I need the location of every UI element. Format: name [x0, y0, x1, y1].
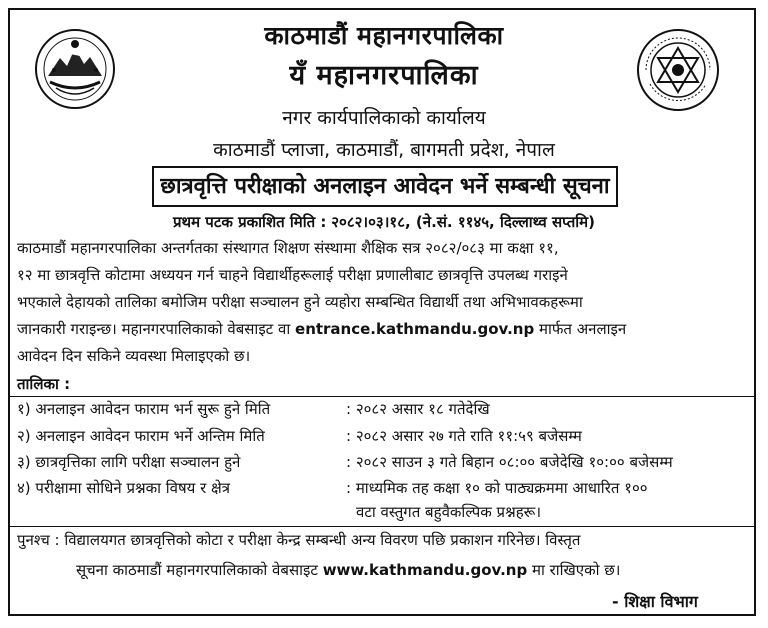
entrance-website-link[interactable]: entrance.kathmandu.gov.np [295, 320, 535, 338]
postscript-line-2-post: मा राखिएको छ। [527, 561, 621, 579]
para-line-4-pre: जानकारी गराइन्छ। महानगरपालिकाको वेबसाइट वा [17, 320, 296, 338]
schedule-row-4-label: ४) परीक्षामा सोधिने प्रश्नका विषय र क्षेत्र [17, 479, 231, 497]
kathmandu-website-link[interactable]: www.kathmandu.gov.np [322, 561, 528, 579]
para-line-1: काठमाडौं महानगरपालिका अन्तर्गतका संस्थागत शिक्षण संस्थामा शैक्षिक सत्र २०८२/०८३ मा कक्षा ११, [17, 239, 559, 257]
org-name: काठमाडौं महानगरपालिका [264, 21, 504, 50]
para-line-4-post: मार्फत अनलाइन [534, 320, 627, 338]
schedule-row-1-value: : २०८२ असार १८ गतेदेखि [346, 400, 490, 418]
postscript-line-1: पुनश्च : विद्यालयगत छात्रवृत्तिको कोटा र परीक्षा केन्द्र सम्बन्धी अन्य विवरण पछि प्रकाशन गरिनेछ। विस्तृत [17, 531, 581, 549]
signature-department: - शिक्षा विभाग [612, 592, 698, 611]
published-label: प्रथम पटक प्रकाशित मिति : [172, 213, 327, 231]
postscript-line-2-pre: सूचना काठमाडौं महानगरपालिकाको वेबसाइट [76, 561, 323, 579]
table-top-rule [10, 396, 754, 397]
para-line-2: १२ मा छात्रवृत्ति कोटामा अध्ययन गर्न चाहने विद्यार्थीहरूलाई परीक्षा प्रणालीबाट छात्रवृत्ति उपलब्ध गराइने [17, 266, 568, 284]
para-line-5: आवेदन दिन सकिने व्यवस्था मिलाइएको छ। [17, 347, 251, 365]
schedule-row-3-value: : २०८२ साउन ३ गते बिहान ०८:०० बजेदेखि १०:०० बजेसम्म [346, 453, 673, 471]
table-bottom-rule [10, 526, 754, 527]
para-line-4 [17, 319, 626, 339]
para-line-3: भएकाले देहायको तालिका बमोजिम परीक्षा सञ्चालन हुने व्यहोरा सम्बन्धित विद्यार्थी तथा अभिभावकहरूमा [17, 293, 583, 311]
notice-title: छात्रवृत्ति परीक्षाको अनलाइन आवेदन भर्ने सम्बन्धी सूचना [152, 166, 618, 207]
org-name-newari: यँ महानगरपालिका [289, 60, 479, 91]
published-date: २०८२।०३।१८, (ने.सं. ११४५, दिल्लाथ्व सप्तमि) [331, 213, 596, 231]
office-name: नगर कार्यपालिकाको कार्यालय [282, 107, 486, 129]
postscript-line-2 [76, 560, 620, 580]
schedule-row-2-value: : २०८२ असार २७ गते राति ११:५९ बजेसम्म [346, 427, 582, 445]
schedule-row-2-label: २) अनलाइन आवेदन फाराम भर्ने अन्तिम मिति [17, 427, 265, 445]
schedule-row-1-label: १) अनलाइन आवेदन फाराम भर्न सुरू हुने मिति [17, 400, 271, 418]
table-label: तालिका : [17, 375, 71, 393]
schedule-row-4-value: : माध्यमिक तह कक्षा १० को पाठ्यक्रममा आधारित १०० [346, 479, 648, 497]
published-date-line [0, 212, 768, 232]
schedule-row-3-label: ३) छात्रवृत्तिका लागि परीक्षा सञ्चालन हुने [17, 453, 241, 471]
office-address: काठमाडौं प्लाजा, काठमाडौं, बागमती प्रदेश, नेपाल [213, 139, 555, 161]
schedule-row-4-value-cont: वटा वस्तुगत बहुवैकल्पिक प्रश्नहरू। [356, 503, 542, 521]
